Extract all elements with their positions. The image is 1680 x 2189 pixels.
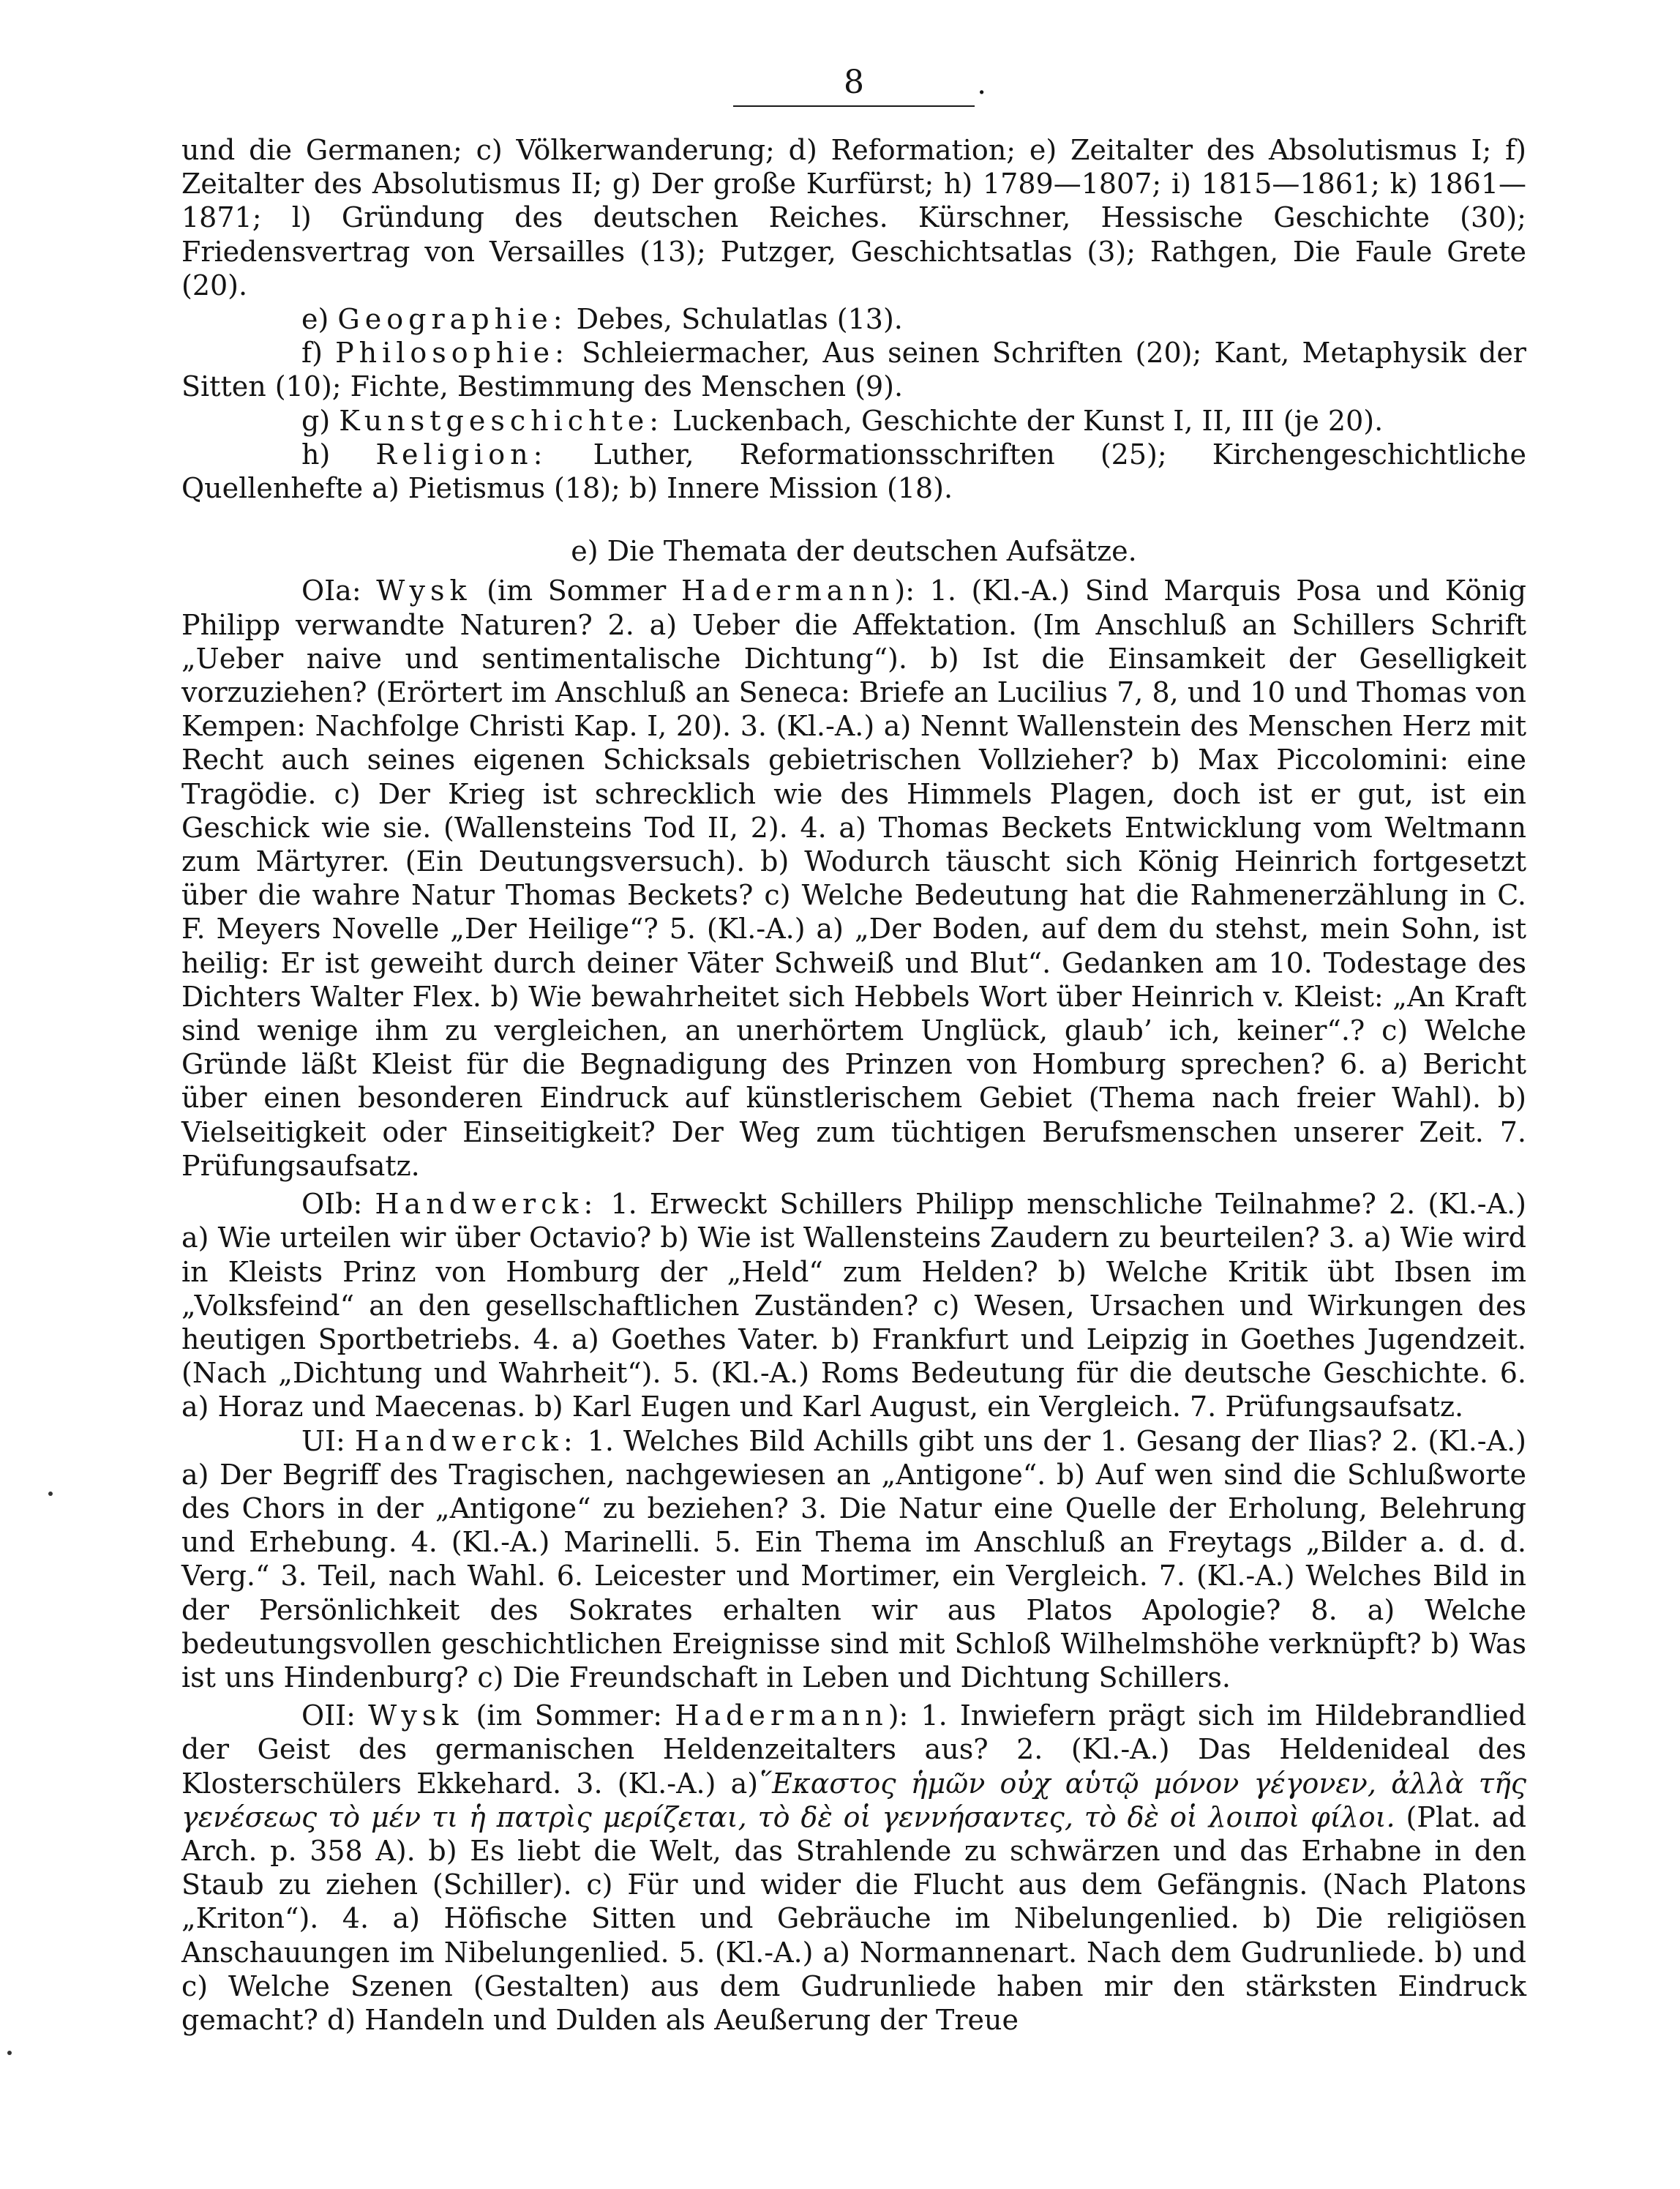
class-entry-oia bbox=[181, 574, 1526, 1183]
teacher-note-close: ): bbox=[894, 575, 915, 607]
subject-kunstgeschichte bbox=[181, 404, 1526, 438]
print-speck bbox=[7, 2051, 12, 2055]
class-topics-part1: 1. Inwiefern prägt sich im Hildebrandlied der Geist des germanischen Heldenzeitalters aus? 2. (Kl.-A.) Das Heldenideal des Klosterschülers Ekkehard. 3. (Kl.-A.) a) bbox=[181, 1699, 1526, 1800]
subject-text: Schleiermacher, Aus seinen Schriften (20); Kant, Metaphysik der Sitten (10); Fichte, Bestimmung des Menschen (9). bbox=[181, 337, 1526, 403]
subject-prefix: e) bbox=[301, 303, 329, 336]
class-entry-oib bbox=[181, 1187, 1526, 1423]
subject-text: Luckenbach, Geschichte der Kunst I, II, III (je 20). bbox=[672, 404, 1384, 437]
class-topics: 1. (Kl.-A.) Sind Marquis Posa und König Philipp verwandte Naturen? 2. a) Ueber die Affektation. (Im Anschluß an Schillers Schrift „Ueber naive und sentimentalische Dichtung“). b) Ist die Einsamkeit der Geselligkeit vorzuziehen? (Erörtert im Anschluß an Seneca: Briefe an Lucilius 7, 8, und 10 und Thomas von Kempen: Nachfolge Christi Kap. I, 20). 3. (Kl.-A.) a) Nennt Wallenstein des Menschen Herz mit Recht auch seines eigenen Schicksals gebietrischen Vollzieher? b) Max Piccolomini: eine Tragödie. c) Der Krieg ist schrecklich wie des Himmels Plagen, doch ist er gut, ist ein Geschick wie sie. (Wallensteins Tod II, 2). 4. a) Thomas Beckets Entwicklung vom Weltmann zum Märtyrer. (Ein Deutungsversuch). b) Wodurch täuscht sich König Heinrich fortgesetzt über die wahre Natur Thomas Beckets? c) Welche Bedeutung hat die Rahmenerzählung in C. F. Meyers Novelle „Der Heilige“? 5. (Kl.-A.) a) „Der Boden, auf dem du stehst, mein Sohn, ist heilig: Er ist geweiht durch deiner Väter Schweiß und Blut“. Gedanken am 10. Todestage des Dichters Walter Flex. b) Wie bewahrheitet sich Hebbels Wort über Heinrich v. Kleist: „An Kraft sind wenige ihm zu vergleichen, an unerhörtem Unglück, glaub’ ich, keiner“.? c) Welche Gründe läßt Kleist für die Begnadigung des Prinzen von Homburg sprechen? 6. a) Bericht über einen besonderen Eindruck auf künstlerischem Gebiet (Thema nach freier Wahl). b) Vielseitigkeit oder Einseitigkeit? Der Weg zum tüchtigen Berufsmenschen unserer Zeit. 7. Prüfungsaufsatz. bbox=[181, 575, 1526, 1182]
section-heading: e) Die Themata der deutschen Aufsätze. bbox=[571, 535, 1137, 568]
subject-geographie bbox=[181, 302, 1526, 336]
page-number-mark: . bbox=[977, 67, 986, 101]
subject-name: Religion: bbox=[375, 438, 548, 471]
class-label: OII: bbox=[301, 1699, 356, 1732]
subject-philosophie bbox=[181, 336, 1526, 403]
teacher-name-secondary: Hadermann bbox=[675, 1699, 888, 1732]
teacher-note: (im Sommer bbox=[487, 575, 667, 607]
class-topics: 1. Welches Bild Achills gibt uns der 1. Gesang der Ilias? 2. (Kl.-A.) a) Der Begriff des Tragischen, nachgewiesen an „Antigone“. b) Auf wen sind die Schlußworte des Chors in der „Antigone“ zu beziehen? 3. Die Natur eine Quelle der Erholung, Belehrung und Erhebung. 4. (Kl.-A.) Marinelli. 5. Ein Thema im Anschluß an Freytags „Bilder a. d. d. Verg.“ 3. Teil, nach Wahl. 6. Leicester und Mortimer, ein Vergleich. 7. (Kl.-A.) Welches Bild in der Persönlichkeit des Sokrates erhalten wir aus Platos Apologie? 8. a) Welche bedeutungsvollen geschichtlichen Ereignisse sind mit Schloß Wilhelmshöhe verknüpft? b) Was ist uns Hindenburg? c) Die Freundschaft in Leben und Dichtung Schillers. bbox=[181, 1424, 1526, 1694]
class-entry-oii bbox=[181, 1699, 1526, 2037]
subject-name: Kunstgeschichte: bbox=[339, 404, 664, 437]
class-entry-ui bbox=[181, 1424, 1526, 1695]
greek-quotation: ῞Εκαστος ἡμῶν οὐχ αὑτῷ μόνον γέγονεν, ἀλλὰ τῆς γενέσεως τὸ μέν τι ἡ πατρὶς μερίζεται, τὸ δὲ οἱ γεννήσαντες, τὸ δὲ οἱ λοιποὶ φίλοι. bbox=[181, 1767, 1526, 1833]
teacher-name-secondary: Hadermann bbox=[680, 575, 895, 607]
teacher-name: Handwerck: bbox=[375, 1188, 599, 1221]
teacher-note-close: ): bbox=[888, 1699, 909, 1732]
print-speck bbox=[48, 1492, 53, 1496]
subject-name: Philosophie: bbox=[335, 337, 569, 370]
class-topics: 1. Erweckt Schillers Philipp menschliche Teilnahme? 2. (Kl.-A.) a) Wie urteilen wir über Octavio? b) Wie ist Wallensteins Zaudern zu beurteilen? 3. a) Wie wird in Kleists Prinz von Homburg der „Held“ zum Helden? b) Welche Kritik übt Ibsen im „Volksfeind“ an den gesellschaftlichen Zuständen? c) Wesen, Ursachen und Wirkungen des heutigen Sportbetriebs. 4. a) Goethes Vater. b) Frankfurt und Leipzig in Goethes Jugendzeit. (Nach „Dichtung und Wahrheit“). 5. (Kl.-A.) Roms Bedeutung für die deutsche Geschichte. 6. a) Horaz und Maecenas. b) Karl Eugen und Karl August, ein Vergleich. 7. Prüfungsaufsatz. bbox=[181, 1188, 1526, 1423]
page-number-value: 8 bbox=[844, 64, 864, 101]
class-label: OIa: bbox=[301, 575, 361, 607]
subject-text: Debes, Schulatlas (13). bbox=[576, 303, 903, 336]
teacher-note: (im Sommer: bbox=[476, 1699, 663, 1732]
class-label: UI: bbox=[301, 1424, 345, 1457]
teacher-name: Handwerck: bbox=[354, 1424, 578, 1457]
top-paragraph: und die Germanen; c) Völkerwanderung; d) Reformation; e) Zeitalter des Absolutismus I; f) Zeitalter des Absolutismus II; g) Der große Kurfürst; h) 1789—1807; i) 1815—1861; k) 1861—1871; l) Gründung des deutschen Reiches. Kürschner, Hessische Geschichte (30); Friedensvertrag von Versailles (13); Putzger, Geschichtsatlas (3); Rathgen, Die Faule Grete (20). bbox=[181, 134, 1526, 302]
subject-prefix: g) bbox=[301, 404, 331, 437]
teacher-name: Wysk bbox=[376, 575, 472, 607]
subject-name: Geographie: bbox=[337, 303, 568, 336]
subject-prefix: f) bbox=[301, 337, 323, 370]
page-body bbox=[181, 133, 1526, 2037]
subject-prefix: h) bbox=[301, 438, 331, 471]
page-number bbox=[733, 63, 986, 107]
teacher-name: Wysk bbox=[368, 1699, 464, 1732]
class-topics-part2: (Plat. ad Arch. p. 358 A). b) Es liebt die Welt, das Strahlende zu schwärzen und das Erhabne in den Staub zu ziehen (Schiller). c) Für und wider die Flucht aus dem Gefängnis. (Nach Platons „Kriton“). 4. a) Höfische Sitten und Gebräuche im Nibelungenlied. b) Die religiösen Anschauungen im Nibelungenlied. 5. (Kl.-A.) a) Normannenart. Nach dem Gudrunliede. b) und c) Welche Szenen (Gestalten) aus dem Gudrunliede haben mir den stärksten Eindruck gemacht? d) Handeln und Dulden als Aeußerung der Treue bbox=[181, 1800, 1526, 2036]
class-label: OIb: bbox=[301, 1188, 363, 1221]
subject-text: Luther, Reformationsschriften (25); Kirchengeschichtliche Quellenhefte a) Pietismus (18); b) Innere Mission (18). bbox=[181, 438, 1526, 505]
subject-religion bbox=[181, 438, 1526, 505]
